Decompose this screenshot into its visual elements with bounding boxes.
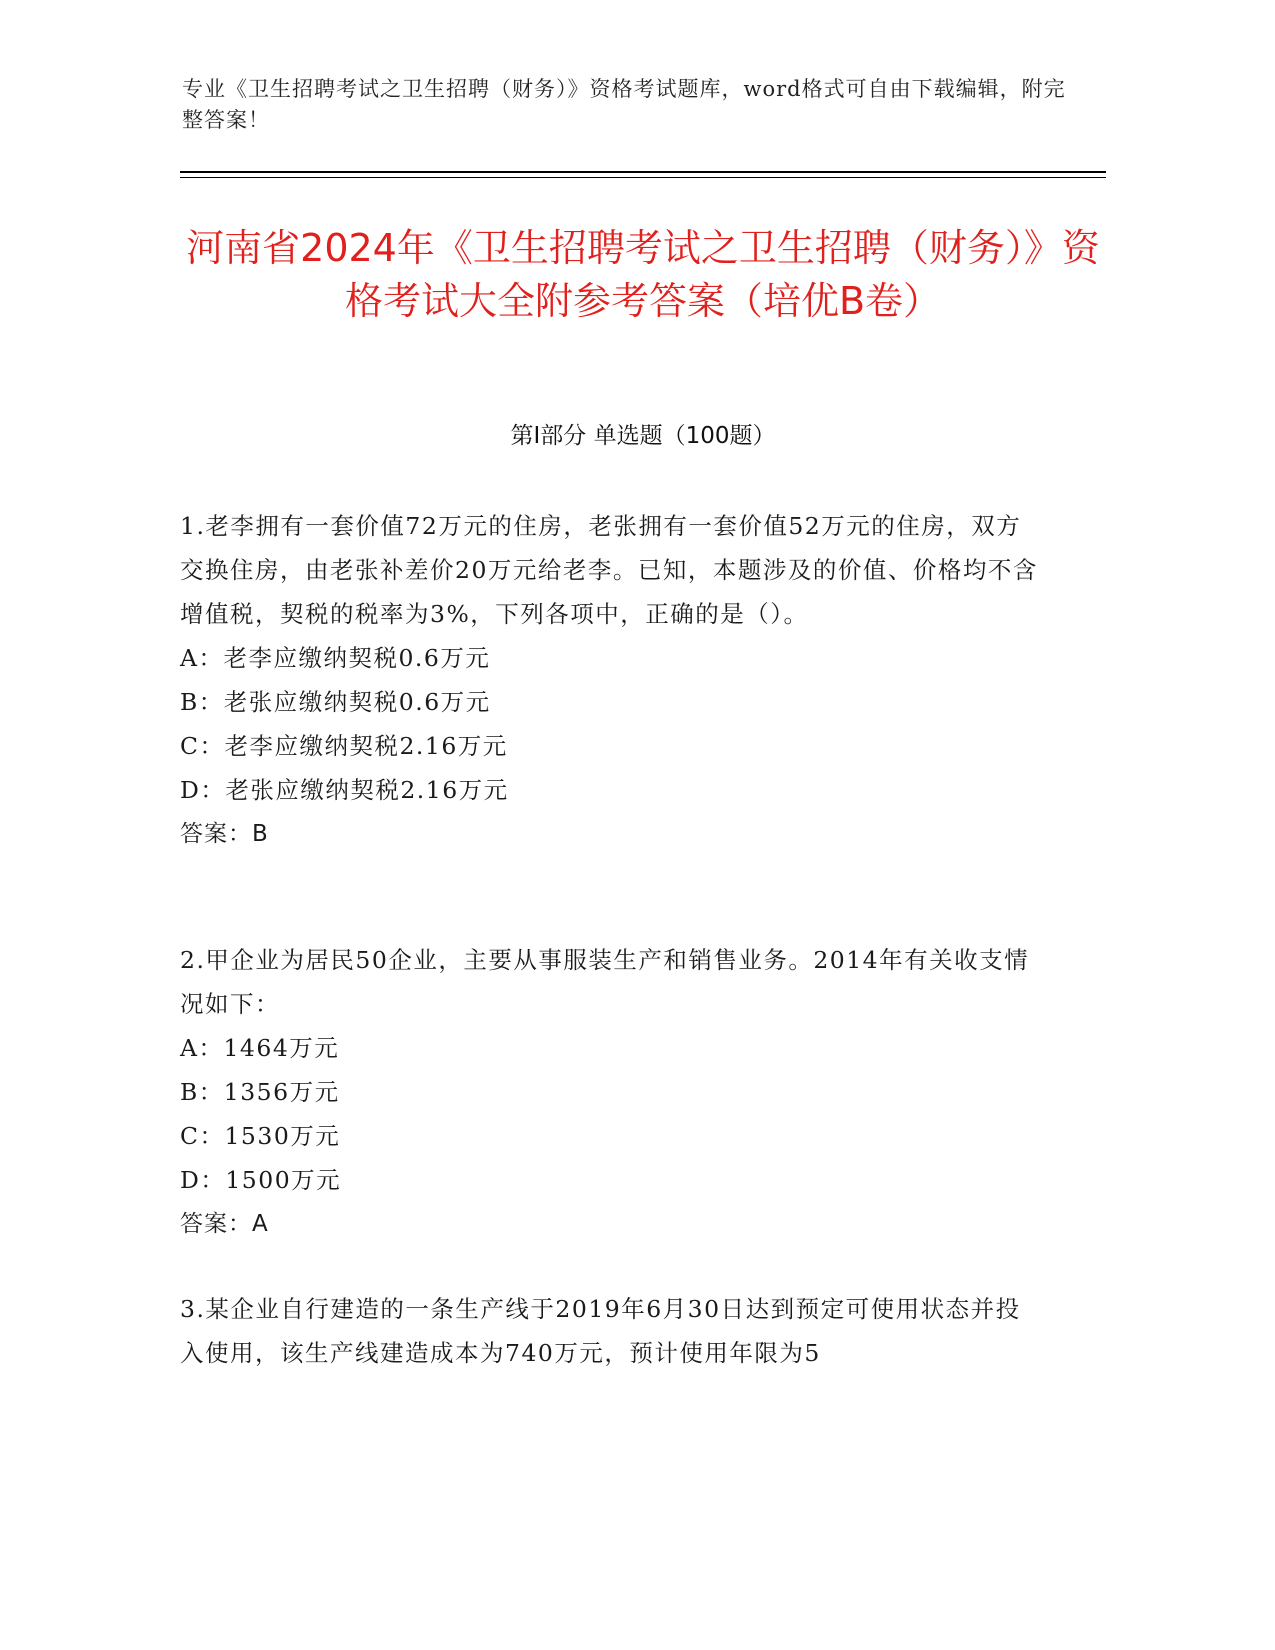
question-item [180,1287,1040,1375]
option-a: A：老李应缴纳契税0.6万元 [180,644,491,672]
answer-label: 答案：B [180,821,269,847]
option-d: D：老张应缴纳契税2.16万元 [180,776,509,804]
answer-label: 答案：A [180,1211,269,1237]
question-stem: 3.某企业自行建造的一条生产线于2019年6月30日达到预定可使用状态并投入使用，该生产线建造成本为740万元，预计使用年限为5 [180,1295,1021,1367]
option-c: C：老李应缴纳契税2.16万元 [180,732,508,760]
option-c: C：1530万元 [180,1122,341,1150]
question-item [180,938,1040,1246]
header-divider-thin [180,177,1106,178]
option-d: D：1500万元 [180,1166,342,1194]
question-stem: 1.老李拥有一套价值72万元的住房，老张拥有一套价值52万元的住房，双方交换住房，由老张补差价20万元给老李。已知，本题涉及的价值、价格均不含增值税，契税的税率为3%，下列各项中，正确的是（）。 [180,512,1038,628]
header-divider-thick [180,171,1106,173]
header-note: 专业《卫生招聘考试之卫生招聘（财务）》资格考试题库，word格式可自由下载编辑，附完整答案！ [182,77,1066,132]
question-item [180,504,1040,856]
option-a: A：1464万元 [180,1034,340,1062]
document-title: 河南省2024年《卫生招聘考试之卫生招聘（财务）》资格考试大全附参考答案（培优B卷） [186,226,1100,323]
section-heading: 第I部分 单选题（100题） [510,423,776,449]
option-b: B：老张应缴纳契税0.6万元 [180,688,491,716]
question-stem: 2.甲企业为居民50企业，主要从事服装生产和销售业务。2014年有关收支情况如下： [180,946,1030,1018]
option-b: B：1356万元 [180,1078,340,1106]
